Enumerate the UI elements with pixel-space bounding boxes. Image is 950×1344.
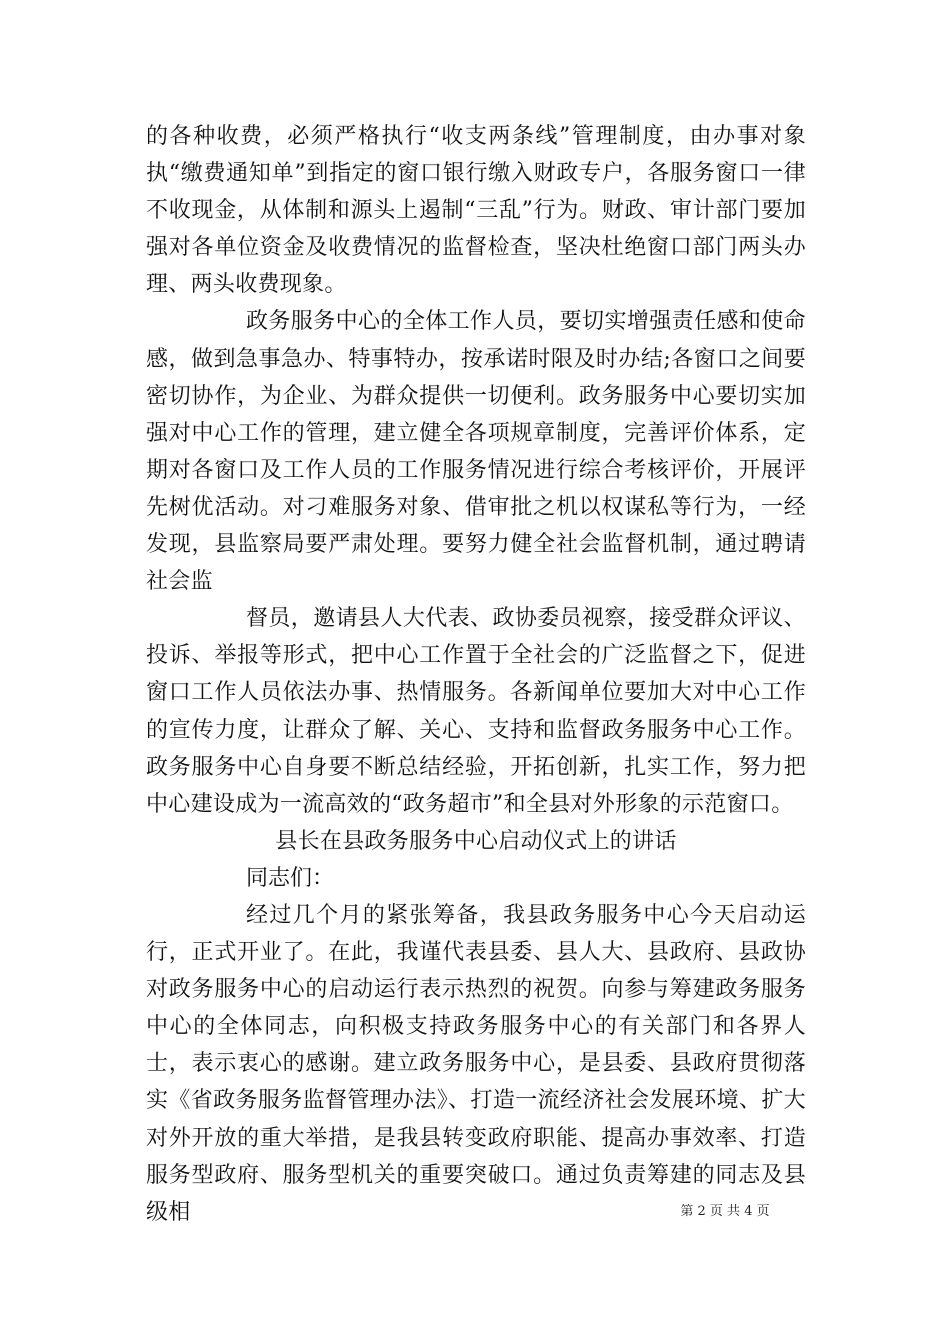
document-body [146, 118, 806, 1231]
paragraph-speech-opening: 经过几个月的紧张筹备，我县政务服务中心今天启动运行，正式开业了。在此，我谨代表县委、县人大、县政府、县政协对政务服务中心的启动运行表示热烈的祝贺。向参与筹建政务服务中心的全体同志，向积极支持政务服务中心的有关部门和各界人士，表示衷心的感谢。建立政务服务中心，是县委、县政府贯彻落实《省政务服务监督管理办法》、打造一流经济社会发展环境、扩大对外开放的重大举措，是我县转变政府职能、提高办事效率、打造服务型政府、服务型机关的重要突破口。通过负责筹建的同志及县级相 [146, 902, 806, 1225]
paragraph-fees: 的各种收费，必须严格执行“收支两条线”管理制度，由办事对象执“缴费通知单”到指定的窗口银行缴入财政专户，各服务窗口一律不收现金，从体制和源头上遏制“三乱”行为。财政、审计部门要加强对各单位资金及收费情况的监督检查，坚决杜绝窗口部门两头办理、两头收费现象。 [146, 124, 806, 298]
paragraph-supervision: 督员，邀请县人大代表、政协委员视察，接受群众评议、投诉、举报等形式，把中心工作置于全社会的广泛监督之下，促进窗口工作人员依法办事、热情服务。各新闻单位要加大对中心工作的宣传力度，让群众了解、关心、支持和监督政务服务中心工作。政务服务中心自身要不断总结经验，开拓创新，扎实工作，努力把中心建设成为一流高效的“政务超市”和全县对外形象的示范窗口。 [146, 606, 806, 817]
paragraph-staff-duties: 政务服务中心的全体工作人员，要切实增强责任感和使命感，做到急事急办、特事特办，按承诺时限及时办结;各窗口之间要密切协作，为企业、为群众提供一切便利。政务服务中心要切实加强对中心工作的管理，建立健全各项规章制度，完善评价体系，定期对各窗口及工作人员的工作服务情况进行综合考核评价，开展评先树优活动。对刁难服务对象、借审批之机以权谋私等行为，一经发现，县监察局要严肃处理。要努力健全社会监督机制，通过聘请社会监 [146, 309, 806, 595]
salutation: 同志们： [246, 865, 335, 891]
page-number: 第 2 页 共 4 页 [680, 1204, 770, 1219]
speech-title: 县长在县政务服务中心启动仪式上的讲话 [275, 828, 677, 854]
